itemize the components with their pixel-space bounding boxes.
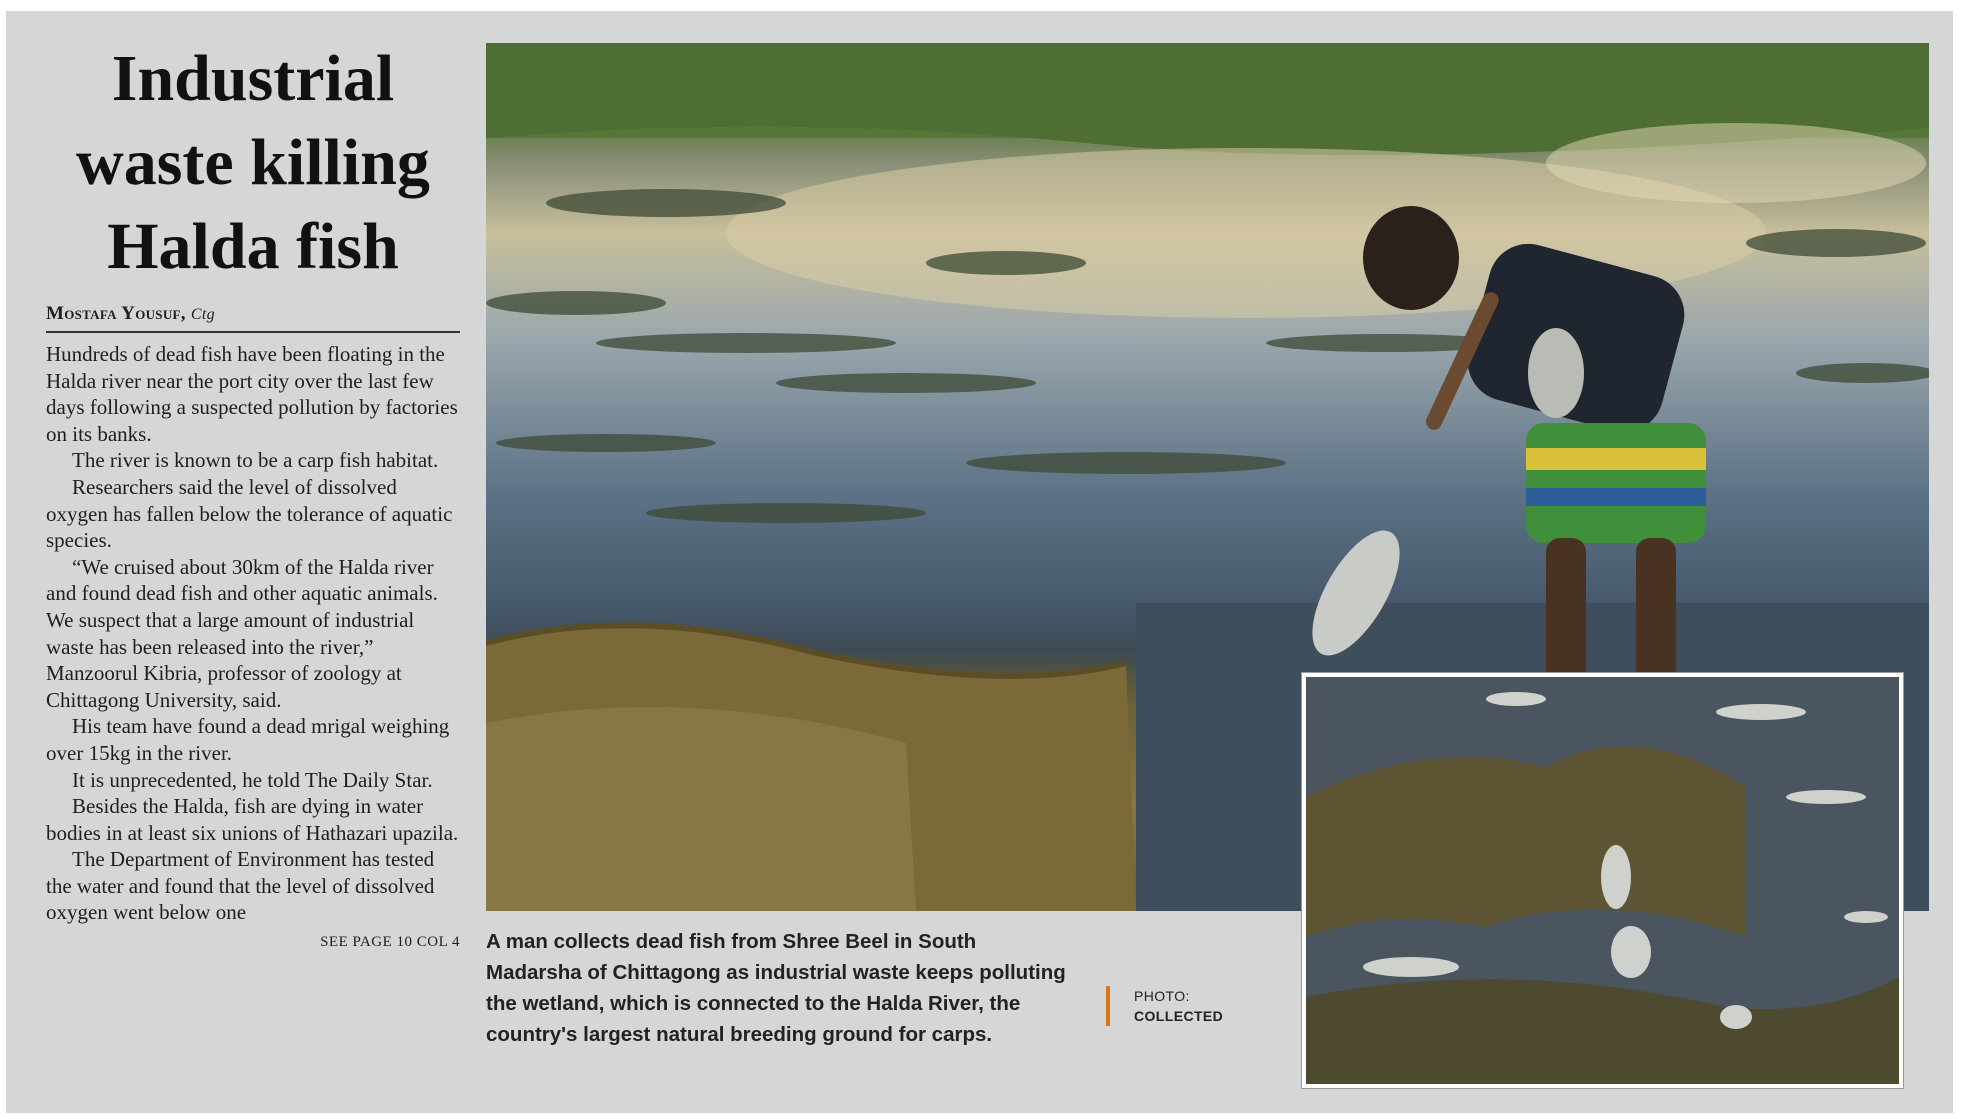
inset-photo-illustration [1306, 677, 1899, 1084]
paragraph: His team have found a dead mrigal weighing over 15kg in the river. [46, 714, 450, 765]
inset-photo [1302, 673, 1903, 1088]
paragraph: The Department of Environment has tested the water and found that the level of dissolved oxygen went below one [46, 847, 435, 925]
jump-line: SEE PAGE 10 COL 4 [320, 934, 460, 951]
paragraph: It is unprecedented, he told The Daily Star. [72, 767, 433, 792]
byline-author: Mostafa Yousuf, [46, 303, 186, 324]
credit-source: COLLECTED [1134, 1008, 1224, 1024]
article-column [46, 37, 460, 951]
headline: Industrial waste killing Halda fish [76, 42, 430, 283]
byline-place: Ctg [190, 306, 215, 323]
byline [46, 303, 460, 333]
paragraph: The river is known to be a carp fish habitat. [72, 448, 439, 473]
article-body [46, 341, 460, 926]
credit-label: PHOTO: [1134, 988, 1190, 1004]
newspaper-page [6, 11, 1953, 1113]
paragraph: Besides the Halda, fish are dying in water bodies in at least six unions of Hathazari upazila. [46, 794, 459, 845]
paragraph: Researchers said the level of dissolved oxygen has fallen below the tolerance of aquatic species. [46, 474, 453, 553]
paragraph: Hundreds of dead fish have been floating in the Halda river near the port city over the last few days following a suspected pollution by factories on its banks. [46, 342, 458, 446]
paragraph: “We cruised about 30km of the Halda river and found dead fish and other aquatic animals. We suspect that a large amount of industrial waste has been released into the river,” Manzoorul Kibria, professor of zoology at Chittagong University, said. [46, 554, 438, 712]
photo-caption: A man collects dead fish from Shree Beel in South Madarsha of Chittagong as industrial waste keeps polluting the wetland, which is connected to the Halda River, the country's largest natural breeding ground for carps. [486, 930, 1066, 1046]
photo-credit [1106, 986, 1223, 1026]
